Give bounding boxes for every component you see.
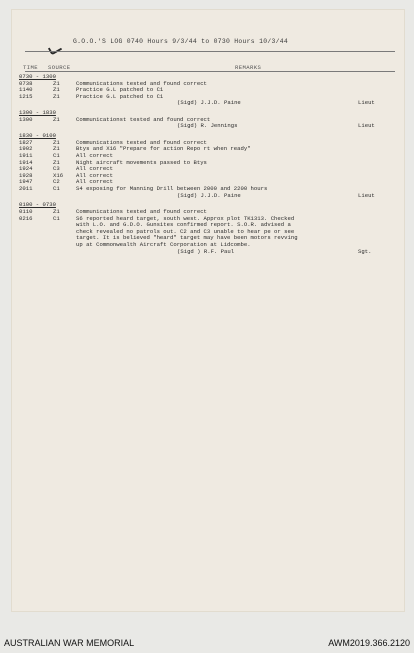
entry-remark: S4 exposing for Manning Drill between 2000 and 2200 hours — [76, 185, 268, 192]
entry-remark: Night aircraft movements passed to Btys — [76, 158, 207, 166]
entry-remark: Communicationst tested and found correct — [76, 115, 211, 123]
entry-source: Z1 — [53, 138, 60, 146]
signature: (Sigd ) R.F. Paul — [177, 247, 235, 255]
entry-remark: Communications tested and found correct — [76, 79, 207, 87]
entry-time: 2011 — [19, 185, 33, 192]
entry-time: 1924 — [19, 165, 33, 173]
entry-remark: All correct — [76, 165, 113, 173]
entry-source: C3 — [53, 165, 60, 173]
entry-remark: All correct — [76, 178, 113, 186]
signature-rank: Sgt. — [358, 247, 372, 255]
section-heading: 0730 - 1300 — [19, 73, 56, 80]
signature-rank: Lieut — [358, 191, 375, 199]
entry-source: Z1 — [53, 86, 60, 94]
column-header-rule — [25, 71, 395, 72]
signature-rank: Lieut — [358, 122, 375, 130]
entry-time: 1902 — [19, 145, 33, 153]
entry-remark: Communications tested and found correct — [76, 208, 207, 215]
column-header-remarks: REMARKS — [235, 64, 262, 71]
footer-accession: AWM2019.366.2120 — [328, 638, 410, 648]
entry-time: 1140 — [19, 86, 33, 94]
header-rule — [25, 51, 395, 52]
signature-rank: Lieut — [358, 99, 375, 107]
archive-footer — [0, 631, 414, 653]
entry-remark: All correct — [76, 152, 113, 159]
entry-time: 1827 — [19, 138, 33, 146]
column-header-time: TIME — [23, 64, 39, 71]
entry-source: C1 — [53, 185, 60, 192]
document-page — [11, 9, 405, 612]
column-header-source: SOURCE — [48, 64, 71, 71]
signature: (Sigd) J.J.D. Paine — [177, 99, 241, 107]
entry-source: C1 — [53, 214, 60, 222]
entry-remark: S6 reported heard target, south west. Approx plot TK1313. Checked — [76, 214, 295, 222]
entry-time: 1947 — [19, 178, 33, 186]
entry-source: C1 — [53, 152, 60, 159]
tick-mark-icon — [48, 43, 62, 56]
entry-remark: Practice G.L patched to C1 — [76, 86, 164, 94]
entry-source: Z1 — [53, 158, 60, 166]
entry-time: 1215 — [19, 92, 33, 100]
entry-remark: check revealed no patrols out. C2 and C3 unable to hear pe or see — [76, 227, 295, 235]
entry-time: 0216 — [19, 214, 33, 222]
entry-time: 1914 — [19, 158, 33, 166]
entry-source: X16 — [53, 171, 64, 179]
entry-source: Z1 — [53, 208, 60, 215]
footer-institution: AUSTRALIAN WAR MEMORIAL — [4, 638, 135, 648]
entry-time: 1928 — [19, 171, 33, 179]
entry-remark: All correct — [76, 171, 113, 179]
section-heading: 1300 - 1830 — [19, 109, 56, 117]
entry-source: Z1 — [53, 145, 60, 153]
entry-remark: with L.O. and G.D.O. Gunsites confirmed report. S.O.R. advised a — [76, 221, 291, 229]
entry-time: 1300 — [19, 115, 33, 123]
entry-source: Z1 — [53, 92, 60, 100]
entry-source: C2 — [53, 178, 60, 186]
log-title: G.O.O.'S LOG 0740 Hours 9/3/44 to 0730 Hours 10/3/44 — [73, 38, 289, 45]
entry-remark: Practice G.L patched to C1 — [76, 92, 164, 100]
section-heading: 1830 - 0100 — [19, 132, 56, 140]
entry-source: Z1 — [53, 79, 60, 87]
entry-time: 1911 — [19, 152, 33, 159]
entry-remark: Communications tested and found correct — [76, 138, 207, 146]
entry-remark: target. It is believed "heard" target may have been motors revving — [76, 234, 298, 242]
signature: (Sigd) J.J.D. Paine — [177, 191, 241, 199]
entry-remark: Btys and X16 "Prepare for action Repo rt when ready" — [76, 145, 251, 153]
entry-time: 0110 — [19, 208, 33, 215]
section-heading: 0100 - 0730 — [19, 201, 56, 209]
signature: (Sigd) R. Jennings — [177, 122, 238, 130]
entry-source: Z1 — [53, 115, 60, 123]
entry-time: 0738 — [19, 79, 33, 87]
entry-remark: up at Commonwealth Aircraft Corporation at Lidcombe. — [76, 241, 251, 248]
